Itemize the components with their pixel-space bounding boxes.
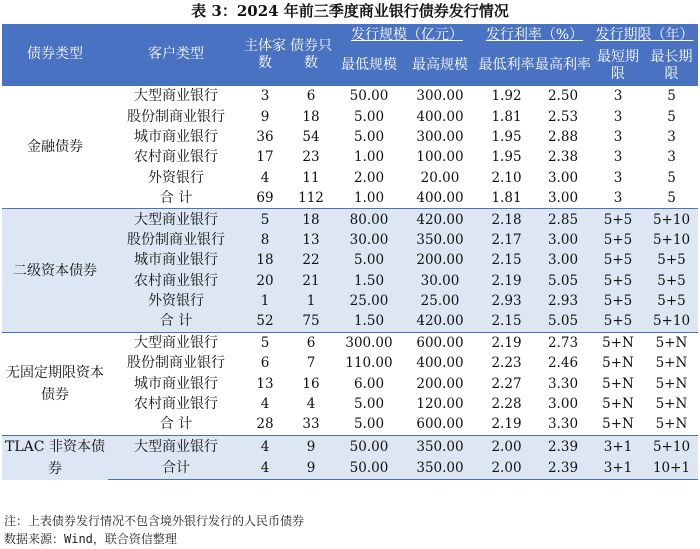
rate-max-cell: 2.53: [535, 106, 591, 126]
issuers-cell: 3: [244, 86, 286, 107]
header-issuers: 主体家数: [244, 24, 286, 86]
term-min-cell: 5+N: [591, 353, 645, 373]
scale-max-cell: 350.00: [402, 230, 478, 250]
rate-min-cell: 2.19: [478, 271, 535, 291]
rate-min-cell: 1.95: [478, 127, 535, 147]
scale-max-cell: 120.00: [402, 394, 478, 414]
term-max-cell: 5+10: [645, 435, 698, 457]
rate-max-cell: 5.05: [535, 311, 591, 332]
customer-type-cell: 城市商业银行: [108, 250, 244, 270]
term-min-cell: 3+1: [591, 435, 645, 457]
term-max-cell: 5+10: [645, 230, 698, 250]
rate-max-cell: 5.05: [535, 271, 591, 291]
term-max-cell: 5+10: [645, 209, 698, 230]
rate-max-cell: 3.00: [535, 230, 591, 250]
issuers-cell: 6: [244, 353, 286, 373]
issuers-cell: 52: [244, 311, 286, 332]
scale-max-cell: 20.00: [402, 168, 478, 188]
rate-min-cell: 2.23: [478, 353, 535, 373]
customer-type-cell: 外资银行: [108, 291, 244, 311]
scale-max-cell: 400.00: [402, 188, 478, 209]
bonds-cell: 18: [286, 106, 336, 126]
term-min-cell: 3: [591, 168, 645, 188]
bonds-cell: 18: [286, 209, 336, 230]
header-term-group: 发行期限（年）: [591, 24, 698, 46]
bonds-cell: 9: [286, 457, 336, 479]
header-bond-type: 债券类型: [2, 24, 108, 86]
term-min-cell: 5+5: [591, 291, 645, 311]
scale-min-cell: 25.00: [336, 291, 402, 311]
rate-max-cell: 3.30: [535, 373, 591, 393]
scale-max-cell: 25.00: [402, 291, 478, 311]
bonds-cell: 6: [286, 332, 336, 353]
bonds-cell: 23: [286, 147, 336, 167]
scale-max-cell: 400.00: [402, 353, 478, 373]
term-max-cell: 5: [645, 106, 698, 126]
bonds-cell: 33: [286, 414, 336, 435]
customer-type-cell: 外资银行: [108, 168, 244, 188]
issuers-cell: 18: [244, 250, 286, 270]
term-max-cell: 5: [645, 188, 698, 209]
scale-min-cell: 2.00: [336, 168, 402, 188]
scale-max-cell: 600.00: [402, 332, 478, 353]
issuers-cell: 28: [244, 414, 286, 435]
bond-type-cell: 金融债券: [2, 86, 108, 209]
rate-min-cell: 2.15: [478, 311, 535, 332]
term-min-cell: 5+N: [591, 394, 645, 414]
table-row: [2, 332, 698, 353]
term-min-cell: 3: [591, 86, 645, 107]
rate-min-cell: 1.92: [478, 86, 535, 107]
data-source: 数据来源：Wind，联合资信整理: [4, 532, 177, 546]
term-min-cell: 5+N: [591, 332, 645, 353]
table-body: [2, 86, 698, 480]
scale-min-cell: 1.50: [336, 271, 402, 291]
issuers-cell: 9: [244, 106, 286, 126]
term-max-cell: 5+N: [645, 373, 698, 393]
scale-min-cell: 5.00: [336, 127, 402, 147]
issuers-cell: 1: [244, 291, 286, 311]
scale-max-cell: 350.00: [402, 457, 478, 479]
table-row: [2, 209, 698, 230]
scale-min-cell: 1.50: [336, 311, 402, 332]
term-min-cell: 5+N: [591, 373, 645, 393]
scale-max-cell: 200.00: [402, 373, 478, 393]
issuers-cell: 5: [244, 209, 286, 230]
term-max-cell: 5+10: [645, 311, 698, 332]
customer-type-cell: 城市商业银行: [108, 373, 244, 393]
rate-min-cell: 2.28: [478, 394, 535, 414]
term-max-cell: 5+5: [645, 271, 698, 291]
scale-min-cell: 5.00: [336, 250, 402, 270]
header-rate-max: 最高利率: [535, 46, 591, 86]
term-max-cell: 5: [645, 86, 698, 107]
scale-min-cell: 80.00: [336, 209, 402, 230]
rate-min-cell: 2.15: [478, 250, 535, 270]
term-min-cell: 3: [591, 106, 645, 126]
rate-max-cell: 3.30: [535, 414, 591, 435]
rate-min-cell: 2.19: [478, 332, 535, 353]
rate-min-cell: 2.10: [478, 168, 535, 188]
customer-type-cell: 合 计: [108, 311, 244, 332]
customer-type-cell: 合 计: [108, 414, 244, 435]
table-header: [2, 24, 698, 86]
term-max-cell: 5+N: [645, 394, 698, 414]
scale-min-cell: 5.00: [336, 394, 402, 414]
scale-min-cell: 50.00: [336, 457, 402, 479]
term-min-cell: 5+5: [591, 311, 645, 332]
rate-max-cell: 2.39: [535, 457, 591, 479]
rate-max-cell: 3.00: [535, 250, 591, 270]
issuers-cell: 4: [244, 457, 286, 479]
customer-type-cell: 大型商业银行: [108, 332, 244, 353]
scale-max-cell: 200.00: [402, 250, 478, 270]
issuers-cell: 5: [244, 332, 286, 353]
rate-min-cell: 2.17: [478, 230, 535, 250]
bonds-cell: 16: [286, 373, 336, 393]
rate-min-cell: 2.00: [478, 435, 535, 457]
header-scale-group: 发行规模（亿元）: [336, 24, 478, 46]
rate-max-cell: 3.00: [535, 188, 591, 209]
scale-min-cell: 30.00: [336, 230, 402, 250]
bond-type-cell: TLAC 非资本债券: [2, 435, 108, 480]
issuers-cell: 4: [244, 435, 286, 457]
header-scale-min: 最低规模: [336, 46, 402, 86]
customer-type-cell: 大型商业银行: [108, 86, 244, 107]
rate-max-cell: 2.39: [535, 435, 591, 457]
bonds-cell: 54: [286, 127, 336, 147]
bonds-cell: 13: [286, 230, 336, 250]
header-bonds: 债券只数: [286, 24, 336, 86]
customer-type-cell: 股份制商业银行: [108, 106, 244, 126]
term-min-cell: 3: [591, 127, 645, 147]
header-customer-type: 客户类型: [108, 24, 244, 86]
rate-min-cell: 2.93: [478, 291, 535, 311]
scale-max-cell: 600.00: [402, 414, 478, 435]
customer-type-cell: 城市商业银行: [108, 127, 244, 147]
scale-min-cell: 50.00: [336, 435, 402, 457]
rate-min-cell: 1.95: [478, 147, 535, 167]
issuers-cell: 13: [244, 373, 286, 393]
rate-max-cell: 3.00: [535, 168, 591, 188]
bonds-cell: 4: [286, 394, 336, 414]
bonds-cell: 112: [286, 188, 336, 209]
bonds-cell: 21: [286, 271, 336, 291]
scale-max-cell: 400.00: [402, 106, 478, 126]
customer-type-cell: 农村商业银行: [108, 271, 244, 291]
customer-type-cell: 大型商业银行: [108, 435, 244, 457]
scale-min-cell: 50.00: [336, 86, 402, 107]
term-max-cell: 5+5: [645, 291, 698, 311]
scale-min-cell: 110.00: [336, 353, 402, 373]
scale-max-cell: 420.00: [402, 209, 478, 230]
term-min-cell: 3: [591, 188, 645, 209]
term-min-cell: 5+5: [591, 209, 645, 230]
scale-max-cell: 30.00: [402, 271, 478, 291]
term-min-cell: 5+5: [591, 230, 645, 250]
table-title: 表 3：2024 年前三季度商业银行债券发行情况: [191, 2, 509, 20]
rate-max-cell: 2.50: [535, 86, 591, 107]
rate-max-cell: 2.38: [535, 147, 591, 167]
rate-max-cell: 2.88: [535, 127, 591, 147]
term-max-cell: 5: [645, 168, 698, 188]
rate-max-cell: 2.73: [535, 332, 591, 353]
rate-min-cell: 2.18: [478, 209, 535, 230]
term-min-cell: 5+5: [591, 271, 645, 291]
customer-type-cell: 大型商业银行: [108, 209, 244, 230]
header-term-max: 最长期限: [645, 46, 698, 86]
scale-min-cell: 5.00: [336, 414, 402, 435]
issuers-cell: 69: [244, 188, 286, 209]
bonds-cell: 6: [286, 86, 336, 107]
issuers-cell: 4: [244, 394, 286, 414]
term-min-cell: 3: [591, 147, 645, 167]
bonds-cell: 9: [286, 435, 336, 457]
term-max-cell: 10+1: [645, 457, 698, 479]
table-row: [2, 86, 698, 107]
term-max-cell: 5+N: [645, 414, 698, 435]
bonds-cell: 1: [286, 291, 336, 311]
scale-max-cell: 350.00: [402, 435, 478, 457]
scale-max-cell: 300.00: [402, 86, 478, 107]
bonds-cell: 7: [286, 353, 336, 373]
header-rate-min: 最低利率: [478, 46, 535, 86]
term-max-cell: 5+5: [645, 250, 698, 270]
rate-min-cell: 2.19: [478, 414, 535, 435]
customer-type-cell: 合计: [108, 457, 244, 479]
term-max-cell: 5+N: [645, 353, 698, 373]
bond-type-cell: 二级资本债券: [2, 209, 108, 332]
header-rate-group: 发行利率（%）: [478, 24, 591, 46]
scale-min-cell: 1.00: [336, 188, 402, 209]
scale-min-cell: 1.00: [336, 147, 402, 167]
rate-min-cell: 1.81: [478, 188, 535, 209]
header-scale-max: 最高规模: [402, 46, 478, 86]
rate-min-cell: 2.27: [478, 373, 535, 393]
bonds-cell: 11: [286, 168, 336, 188]
bonds-cell: 22: [286, 250, 336, 270]
customer-type-cell: 合 计: [108, 188, 244, 209]
term-max-cell: 3: [645, 127, 698, 147]
issuers-cell: 4: [244, 168, 286, 188]
scale-max-cell: 420.00: [402, 311, 478, 332]
issuers-cell: 20: [244, 271, 286, 291]
rate-max-cell: 3.00: [535, 394, 591, 414]
table-note: 注：上表债券发行情况不包含境外银行发行的人民币债券: [4, 514, 305, 528]
term-max-cell: 3: [645, 147, 698, 167]
issuers-cell: 36: [244, 127, 286, 147]
scale-max-cell: 300.00: [402, 127, 478, 147]
scale-min-cell: 300.00: [336, 332, 402, 353]
scale-min-cell: 6.00: [336, 373, 402, 393]
issuers-cell: 17: [244, 147, 286, 167]
issuers-cell: 8: [244, 230, 286, 250]
table-row: [2, 435, 698, 457]
scale-max-cell: 100.00: [402, 147, 478, 167]
rate-max-cell: 2.46: [535, 353, 591, 373]
term-min-cell: 5+5: [591, 250, 645, 270]
bond-issuance-table: [2, 24, 698, 480]
customer-type-cell: 农村商业银行: [108, 147, 244, 167]
rate-min-cell: 2.00: [478, 457, 535, 479]
customer-type-cell: 股份制商业银行: [108, 353, 244, 373]
rate-max-cell: 2.93: [535, 291, 591, 311]
customer-type-cell: 农村商业银行: [108, 394, 244, 414]
bonds-cell: 75: [286, 311, 336, 332]
term-max-cell: 5+N: [645, 332, 698, 353]
scale-min-cell: 5.00: [336, 106, 402, 126]
customer-type-cell: 股份制商业银行: [108, 230, 244, 250]
term-min-cell: 3+1: [591, 457, 645, 479]
bond-type-cell: 无固定期限资本债券: [2, 332, 108, 435]
header-term-min: 最短期限: [591, 46, 645, 86]
rate-min-cell: 1.81: [478, 106, 535, 126]
rate-max-cell: 2.85: [535, 209, 591, 230]
term-min-cell: 5+N: [591, 414, 645, 435]
